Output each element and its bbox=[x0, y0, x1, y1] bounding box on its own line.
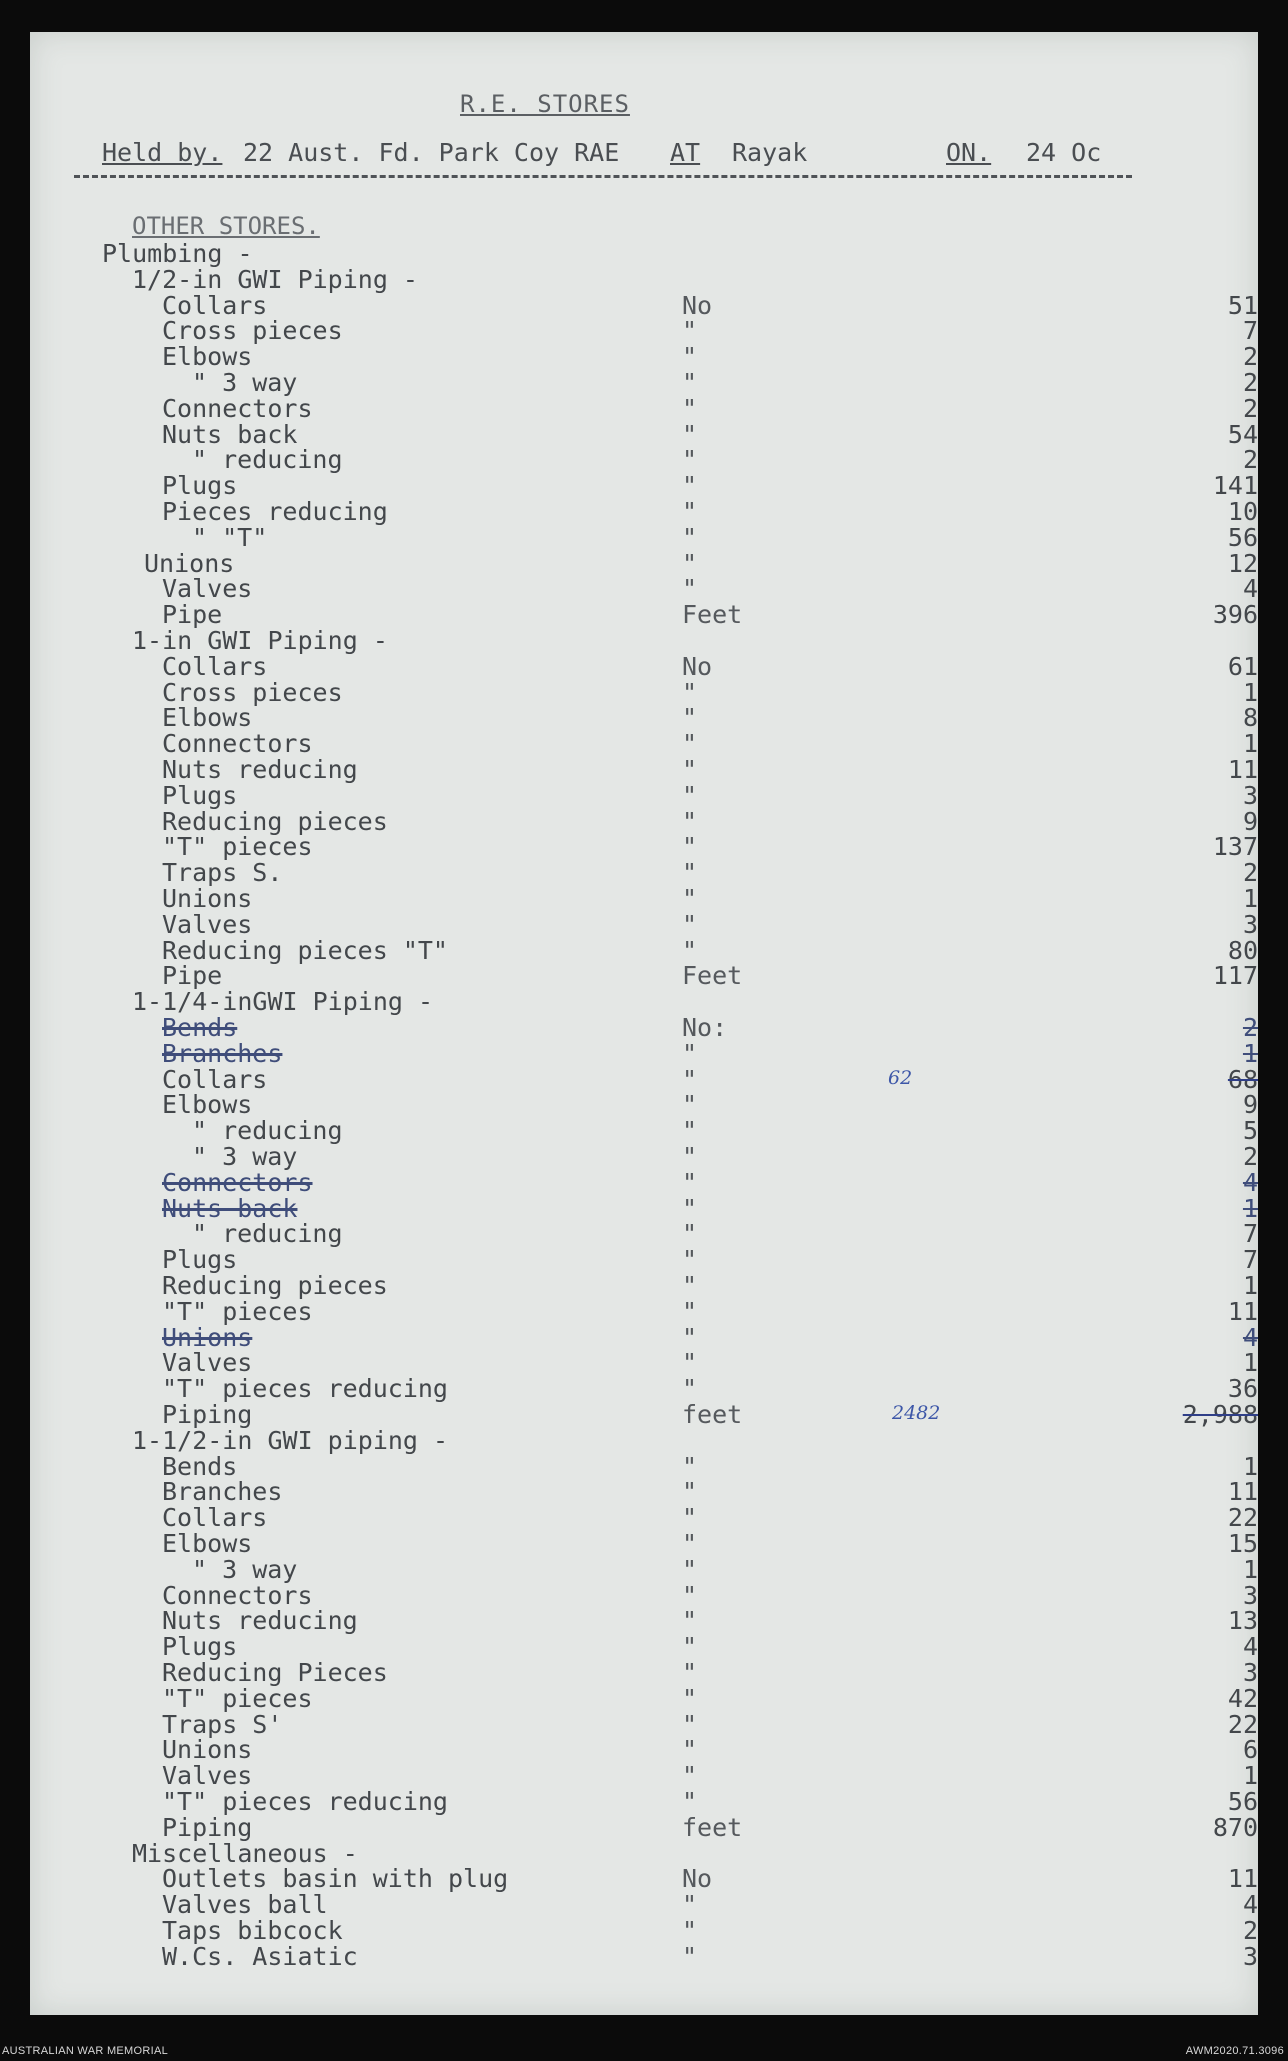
list-item bbox=[30, 342, 1258, 372]
item-name: Valves bbox=[162, 909, 253, 939]
list-item bbox=[30, 445, 1258, 475]
section-title: OTHER STORES. bbox=[132, 212, 320, 240]
list-item bbox=[30, 626, 1258, 655]
item-name: 1-1/2-in GWI piping - bbox=[132, 1425, 449, 1455]
list-item bbox=[30, 1167, 1258, 1197]
item-quantity: 4 bbox=[1242, 574, 1258, 604]
item-unit: feet bbox=[682, 1812, 743, 1842]
item-unit: " bbox=[682, 935, 698, 965]
held-by-label: Held by. bbox=[102, 138, 223, 167]
item-unit: " bbox=[682, 1271, 698, 1300]
item-unit: " bbox=[682, 574, 698, 604]
item-quantity: 7 bbox=[1242, 1219, 1258, 1249]
at-label: AT bbox=[670, 138, 701, 167]
item-name: Connectors bbox=[162, 1167, 313, 1197]
item-quantity: 13 bbox=[1227, 1606, 1258, 1636]
item-name: Connectors bbox=[162, 729, 313, 759]
item-unit: " bbox=[682, 548, 698, 578]
item-quantity: 51 bbox=[1227, 290, 1258, 320]
item-quantity: 2 bbox=[1242, 1916, 1258, 1945]
item-quantity: 12 bbox=[1227, 548, 1258, 578]
list-item bbox=[30, 368, 1258, 397]
list-item bbox=[30, 1245, 1258, 1275]
item-name: Connectors bbox=[162, 1580, 313, 1610]
item-name: Plugs bbox=[162, 1632, 238, 1662]
item-name: "T" pieces bbox=[162, 832, 313, 862]
item-name: Plumbing - bbox=[102, 239, 253, 268]
item-unit: " bbox=[682, 1941, 698, 1971]
list-item bbox=[30, 1348, 1258, 1378]
list-item bbox=[30, 1193, 1258, 1223]
item-quantity: 8 bbox=[1242, 703, 1258, 733]
item-unit: " bbox=[682, 393, 698, 423]
item-quantity: 9 bbox=[1242, 1090, 1258, 1120]
item-quantity: 2,988 bbox=[1182, 1400, 1258, 1429]
item-quantity: 3 bbox=[1242, 1941, 1258, 1971]
item-name: Bends bbox=[162, 1013, 238, 1042]
list-item bbox=[30, 239, 1258, 268]
list-item bbox=[30, 1064, 1258, 1094]
list-item bbox=[30, 1322, 1258, 1352]
item-unit: " bbox=[682, 316, 698, 346]
item-quantity: 11 bbox=[1227, 1864, 1258, 1894]
item-name: Elbows bbox=[162, 1090, 253, 1120]
item-name: Unions bbox=[162, 1735, 253, 1765]
item-quantity: 1 bbox=[1242, 1348, 1258, 1378]
list-item bbox=[30, 1658, 1258, 1687]
item-name: Nuts reducing bbox=[162, 1606, 358, 1636]
list-item bbox=[30, 1116, 1258, 1146]
list-item bbox=[30, 1219, 1258, 1249]
item-quantity: 36 bbox=[1227, 1374, 1258, 1404]
list-item bbox=[30, 1142, 1258, 1171]
item-quantity: 42 bbox=[1227, 1683, 1258, 1713]
list-item bbox=[30, 471, 1258, 501]
item-name: " "T" bbox=[192, 522, 268, 552]
list-item bbox=[30, 729, 1258, 759]
item-unit: " bbox=[682, 755, 698, 784]
item-quantity: 7 bbox=[1242, 316, 1258, 346]
item-quantity: 22 bbox=[1227, 1503, 1258, 1533]
item-unit: " bbox=[682, 445, 698, 475]
item-unit: " bbox=[682, 1374, 698, 1404]
item-unit: " bbox=[682, 1167, 698, 1197]
item-name: " reducing bbox=[192, 1219, 343, 1249]
item-unit: " bbox=[682, 1658, 698, 1687]
item-unit: " bbox=[682, 677, 698, 707]
item-quantity: 11 bbox=[1227, 1296, 1258, 1326]
item-quantity: 396 bbox=[1212, 600, 1258, 630]
item-unit: " bbox=[682, 1503, 698, 1533]
list-item bbox=[30, 497, 1258, 526]
item-unit: " bbox=[682, 1296, 698, 1326]
item-quantity: 61 bbox=[1227, 651, 1258, 681]
item-quantity: 1 bbox=[1242, 884, 1258, 913]
item-unit: " bbox=[682, 832, 698, 862]
list-item bbox=[30, 1890, 1258, 1920]
list-item bbox=[30, 600, 1258, 630]
list-item bbox=[30, 1013, 1258, 1042]
item-name: "T" pieces reducing bbox=[162, 1787, 448, 1816]
item-quantity: 4 bbox=[1242, 1167, 1258, 1197]
item-unit: Feet bbox=[682, 600, 743, 630]
item-unit: " bbox=[682, 1529, 698, 1558]
list-item bbox=[30, 1451, 1258, 1481]
item-name: Valves bbox=[162, 1348, 253, 1378]
item-quantity: 5 bbox=[1242, 1116, 1258, 1146]
item-name: Pipe bbox=[162, 600, 223, 630]
item-name: Pieces reducing bbox=[162, 497, 388, 526]
item-quantity: 22 bbox=[1227, 1709, 1258, 1739]
item-quantity: 3 bbox=[1242, 909, 1258, 939]
item-unit: " bbox=[682, 703, 698, 733]
list-item bbox=[30, 393, 1258, 423]
list-item bbox=[30, 316, 1258, 346]
list-item bbox=[30, 909, 1258, 939]
item-name: Unions bbox=[144, 548, 235, 578]
item-quantity: 141 bbox=[1212, 471, 1258, 501]
list-item bbox=[30, 1864, 1258, 1894]
item-name: Valves ball bbox=[162, 1890, 328, 1920]
item-unit: No bbox=[682, 1864, 713, 1894]
item-unit: " bbox=[682, 368, 698, 397]
list-item bbox=[30, 1529, 1258, 1558]
item-name: Branches bbox=[162, 1038, 283, 1068]
on-value: 24 Oc bbox=[1026, 138, 1102, 167]
list-item bbox=[30, 1374, 1258, 1404]
list-item bbox=[30, 1400, 1258, 1429]
item-quantity: 1 bbox=[1242, 1451, 1258, 1481]
item-unit: " bbox=[682, 858, 698, 888]
item-unit: " bbox=[682, 1116, 698, 1146]
item-name: Plugs bbox=[162, 1245, 238, 1275]
item-unit: " bbox=[682, 1890, 698, 1920]
item-quantity: 1 bbox=[1242, 1761, 1258, 1791]
list-item bbox=[30, 522, 1258, 552]
document-title: R.E. STORES bbox=[460, 90, 630, 118]
item-quantity: 2 bbox=[1242, 368, 1258, 397]
list-item bbox=[30, 264, 1258, 294]
item-name: Piping bbox=[162, 1812, 253, 1842]
item-unit: " bbox=[682, 1735, 698, 1765]
item-quantity: 54 bbox=[1227, 419, 1258, 449]
list-item bbox=[30, 1735, 1258, 1765]
list-item bbox=[30, 290, 1258, 320]
item-name: Collars bbox=[162, 290, 268, 320]
item-unit: Feet bbox=[682, 961, 743, 991]
footer-credit: AUSTRALIAN WAR MEMORIAL bbox=[2, 2045, 169, 2057]
list-item bbox=[30, 1580, 1258, 1610]
item-name: " 3 way bbox=[192, 368, 298, 397]
item-name: Valves bbox=[162, 574, 253, 604]
item-quantity: 11 bbox=[1227, 755, 1258, 784]
item-unit: " bbox=[682, 419, 698, 449]
item-name: Elbows bbox=[162, 342, 253, 372]
item-name: Nuts back bbox=[162, 419, 298, 449]
item-name: Cross pieces bbox=[162, 677, 343, 707]
item-name: Collars bbox=[162, 651, 268, 681]
item-quantity: 117 bbox=[1212, 961, 1258, 991]
list-item bbox=[30, 651, 1258, 681]
item-quantity: 2 bbox=[1242, 858, 1258, 888]
item-quantity: 2 bbox=[1242, 1013, 1258, 1042]
list-item bbox=[30, 806, 1258, 836]
item-unit: " bbox=[682, 1038, 698, 1068]
item-name: Traps S. bbox=[162, 858, 283, 888]
item-unit: " bbox=[682, 497, 698, 526]
list-item bbox=[30, 419, 1258, 449]
item-quantity: 9 bbox=[1242, 806, 1258, 836]
item-quantity: 1 bbox=[1242, 1554, 1258, 1584]
item-name: Valves bbox=[162, 1761, 253, 1791]
list-item bbox=[30, 1941, 1258, 1971]
item-unit: " bbox=[682, 1193, 698, 1223]
item-unit: " bbox=[682, 1916, 698, 1945]
at-value: Rayak bbox=[732, 138, 808, 167]
item-unit: " bbox=[682, 1090, 698, 1120]
item-unit: " bbox=[682, 1761, 698, 1791]
list-item bbox=[30, 832, 1258, 862]
list-item bbox=[30, 1709, 1258, 1739]
item-name: Unions bbox=[162, 884, 253, 913]
item-unit: No bbox=[682, 651, 713, 681]
item-name: Reducing pieces bbox=[162, 1271, 388, 1300]
handwritten-correction: 2482 bbox=[892, 1402, 941, 1424]
item-unit: " bbox=[682, 1580, 698, 1610]
list-item bbox=[30, 1761, 1258, 1791]
item-name: Traps S' bbox=[162, 1709, 283, 1739]
item-name: W.Cs. Asiatic bbox=[162, 1941, 358, 1971]
item-unit: " bbox=[682, 1709, 698, 1739]
item-quantity: 15 bbox=[1227, 1529, 1258, 1558]
item-unit: " bbox=[682, 342, 698, 372]
item-quantity: 3 bbox=[1242, 1658, 1258, 1687]
item-name: 1-in GWI Piping - bbox=[132, 626, 388, 655]
list-item bbox=[30, 677, 1258, 707]
list-item bbox=[30, 987, 1258, 1017]
item-quantity: 3 bbox=[1242, 1580, 1258, 1610]
item-name: 1/2-in GWI Piping - bbox=[132, 264, 418, 294]
item-unit: " bbox=[682, 1142, 698, 1171]
item-name: Plugs bbox=[162, 780, 238, 810]
item-quantity: 56 bbox=[1227, 522, 1258, 552]
item-unit: " bbox=[682, 522, 698, 552]
item-quantity: 4 bbox=[1242, 1322, 1258, 1352]
item-name: "T" pieces bbox=[162, 1296, 313, 1326]
item-quantity: 4 bbox=[1242, 1632, 1258, 1662]
item-unit: feet bbox=[682, 1400, 743, 1429]
item-name: "T" pieces reducing bbox=[162, 1374, 448, 1404]
item-name: Reducing Pieces bbox=[162, 1658, 388, 1687]
item-quantity: 68 bbox=[1227, 1064, 1258, 1094]
list-item bbox=[30, 1477, 1258, 1507]
item-unit: " bbox=[682, 1322, 698, 1352]
header-divider bbox=[74, 175, 1132, 178]
handwritten-correction: 62 bbox=[888, 1066, 913, 1089]
item-unit: " bbox=[682, 471, 698, 501]
item-quantity: 1 bbox=[1242, 1271, 1258, 1300]
item-quantity: 1 bbox=[1242, 1038, 1258, 1068]
list-item bbox=[30, 1503, 1258, 1533]
item-unit: No: bbox=[682, 1013, 728, 1042]
item-unit: " bbox=[682, 1219, 698, 1249]
item-unit: " bbox=[682, 729, 698, 759]
item-unit: No bbox=[682, 290, 713, 320]
item-unit: " bbox=[682, 1554, 698, 1584]
item-unit: " bbox=[682, 1787, 698, 1816]
item-unit: " bbox=[682, 1348, 698, 1378]
item-name: Elbows bbox=[162, 1529, 253, 1558]
list-item bbox=[30, 858, 1258, 888]
item-name: Reducing pieces bbox=[162, 806, 388, 836]
item-quantity: 1 bbox=[1242, 729, 1258, 759]
item-name: " 3 way bbox=[192, 1554, 298, 1584]
item-name: Nuts back bbox=[162, 1193, 298, 1223]
item-name: Unions bbox=[162, 1322, 253, 1352]
item-quantity: 2 bbox=[1242, 342, 1258, 372]
item-name: Nuts reducing bbox=[162, 755, 358, 784]
item-quantity: 4 bbox=[1242, 1890, 1258, 1920]
item-quantity: 80 bbox=[1227, 935, 1258, 965]
item-quantity: 56 bbox=[1227, 1787, 1258, 1816]
item-quantity: 7 bbox=[1242, 1245, 1258, 1275]
item-quantity: 6 bbox=[1242, 1735, 1258, 1765]
item-name: Connectors bbox=[162, 393, 313, 423]
item-name: Outlets basin with plug bbox=[162, 1864, 509, 1894]
item-name: Reducing pieces "T" bbox=[162, 935, 448, 965]
item-quantity: 10 bbox=[1227, 497, 1258, 526]
list-item bbox=[30, 1038, 1258, 1068]
list-item bbox=[30, 1296, 1258, 1326]
list-item bbox=[30, 1683, 1258, 1713]
on-label: ON. bbox=[946, 138, 992, 167]
list-item bbox=[30, 1632, 1258, 1662]
item-quantity: 2 bbox=[1242, 1142, 1258, 1171]
item-unit: " bbox=[682, 909, 698, 939]
held-by-value: 22 Aust. Fd. Park Coy RAE bbox=[243, 138, 620, 167]
item-name: "T" pieces bbox=[162, 1683, 313, 1713]
list-item bbox=[30, 1090, 1258, 1120]
item-quantity: 1 bbox=[1242, 677, 1258, 707]
item-unit: " bbox=[682, 1451, 698, 1481]
list-item bbox=[30, 703, 1258, 733]
item-unit: " bbox=[682, 1606, 698, 1636]
list-item bbox=[30, 1838, 1258, 1868]
item-quantity: 3 bbox=[1242, 780, 1258, 810]
item-unit: " bbox=[682, 806, 698, 836]
document-sheet bbox=[30, 32, 1258, 2015]
list-item bbox=[30, 961, 1258, 991]
list-item bbox=[30, 548, 1258, 578]
list-item bbox=[30, 1812, 1258, 1842]
item-quantity: 2 bbox=[1242, 393, 1258, 423]
item-name: Elbows bbox=[162, 703, 253, 733]
item-name: Collars bbox=[162, 1503, 268, 1533]
list-item bbox=[30, 1787, 1258, 1816]
footer-ref: AWM2020.71.3096 bbox=[1185, 2045, 1284, 2057]
item-quantity: 1 bbox=[1242, 1193, 1258, 1223]
item-name: " 3 way bbox=[192, 1142, 298, 1171]
item-name: Collars bbox=[162, 1064, 268, 1094]
list-item bbox=[30, 1425, 1258, 1455]
list-item bbox=[30, 755, 1258, 784]
item-name: " reducing bbox=[192, 445, 343, 475]
list-item bbox=[30, 1554, 1258, 1584]
item-unit: " bbox=[682, 1064, 698, 1094]
item-name: " reducing bbox=[192, 1116, 343, 1146]
item-unit: " bbox=[682, 1683, 698, 1713]
item-name: Taps bibcock bbox=[162, 1916, 343, 1945]
item-quantity: 2 bbox=[1242, 445, 1258, 475]
item-name: Branches bbox=[162, 1477, 283, 1507]
list-item bbox=[30, 1916, 1258, 1945]
item-unit: " bbox=[682, 1477, 698, 1507]
item-quantity: 11 bbox=[1227, 1477, 1258, 1507]
item-name: Plugs bbox=[162, 471, 238, 501]
item-quantity: 870 bbox=[1212, 1812, 1258, 1842]
item-quantity: 137 bbox=[1212, 832, 1258, 862]
list-item bbox=[30, 884, 1258, 913]
list-item bbox=[30, 1606, 1258, 1636]
item-unit: " bbox=[682, 780, 698, 810]
list-item bbox=[30, 1271, 1258, 1300]
item-name: Pipe bbox=[162, 961, 223, 991]
list-item bbox=[30, 935, 1258, 965]
item-unit: " bbox=[682, 884, 698, 913]
item-name: Bends bbox=[162, 1451, 238, 1481]
item-name: Cross pieces bbox=[162, 316, 343, 346]
item-name: 1-1/4-inGWI Piping - bbox=[132, 987, 434, 1017]
item-unit: " bbox=[682, 1632, 698, 1662]
item-unit: " bbox=[682, 1245, 698, 1275]
list-item bbox=[30, 780, 1258, 810]
item-name: Miscellaneous - bbox=[132, 1838, 358, 1868]
item-name: Piping bbox=[162, 1400, 253, 1429]
list-item bbox=[30, 574, 1258, 604]
